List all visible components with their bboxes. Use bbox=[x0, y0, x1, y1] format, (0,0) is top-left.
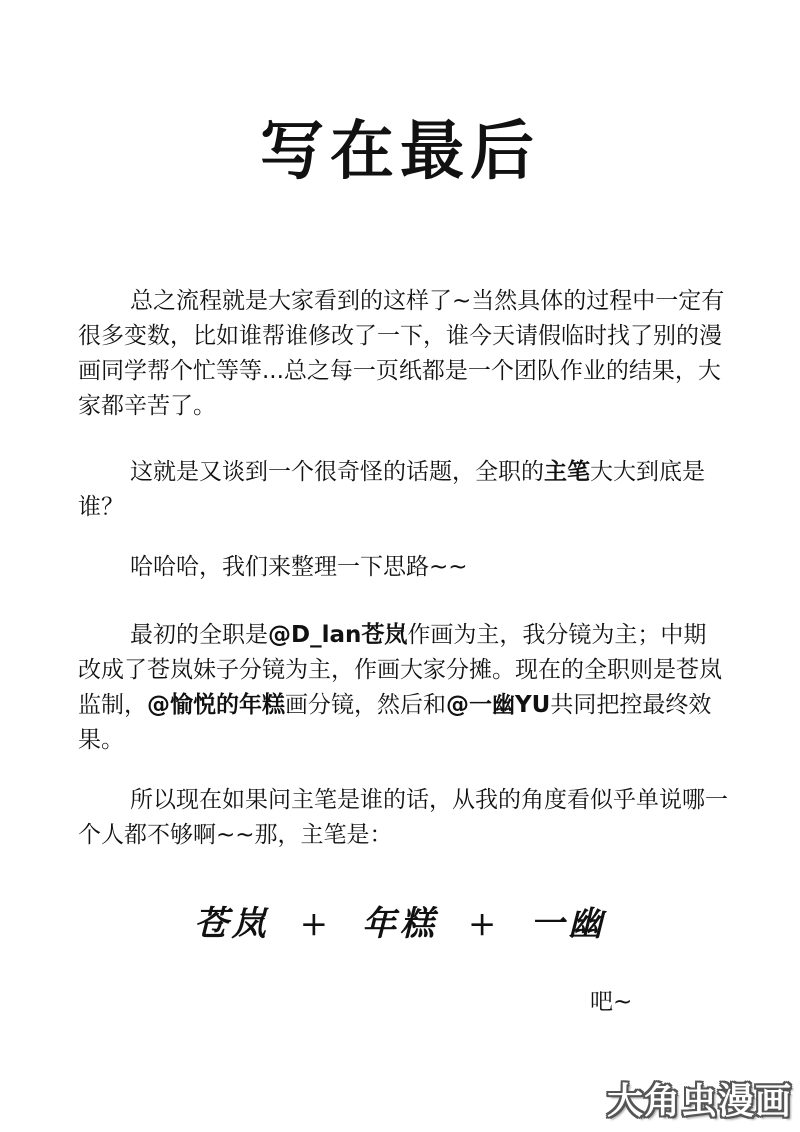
page-title: 写在最后 bbox=[260, 115, 540, 189]
plus-sign: + bbox=[299, 904, 333, 944]
signature-name: 苍岚 bbox=[193, 904, 270, 944]
paragraph-text: 总之流程就是大家看到的这样了~当然具体的过程中一定有很多变数，比如谁帮谁修改了一下，谁今天请假临时找了别的漫画同学帮个忙等等...总之每一页纸都是一个团队作业的结果，大家都辛苦了。 bbox=[78, 288, 725, 419]
signature-name: 一幽 bbox=[530, 904, 607, 944]
paragraph-5 bbox=[78, 783, 728, 853]
paragraph-text: 大大到底是谁？ bbox=[78, 459, 705, 520]
paragraph-4 bbox=[78, 618, 728, 758]
paragraph-1 bbox=[78, 284, 728, 424]
paragraph-text: 哈哈哈，我们来整理一下思路~~ bbox=[130, 554, 468, 580]
signature-name: 年糕 bbox=[362, 904, 438, 944]
paragraph-2 bbox=[78, 455, 728, 525]
signature bbox=[0, 896, 800, 945]
mention-link[interactable]: @愉悦的年糕 bbox=[147, 692, 285, 718]
watermark-logo: 大角虫漫画 bbox=[606, 1081, 792, 1122]
highlight-text: 主笔 bbox=[544, 459, 590, 485]
paragraph-text: 画分镜，然后和 bbox=[285, 692, 446, 718]
mention-link[interactable]: @D_lan苍岚 bbox=[268, 622, 408, 648]
paragraph-3 bbox=[78, 550, 728, 585]
paragraph-text: 作画为主，我分镜为主；中期改成了苍岚妹子分镜为主，作画大家分摊。现在的全职则是苍岚监制， bbox=[78, 622, 722, 718]
paragraph-text: 所以现在如果问主笔是谁的话，从我的角度看似乎单说哪一个人都不够啊~~那，主笔是： bbox=[78, 787, 728, 848]
ending-text: 吧~ bbox=[590, 989, 633, 1015]
paragraph-text: 最初的全职是 bbox=[130, 622, 268, 648]
paragraph-text: 共同把控最终效果。 bbox=[78, 692, 712, 753]
mention-link[interactable]: @一幽YU bbox=[446, 692, 551, 718]
plus-sign: + bbox=[467, 904, 501, 944]
paragraph-text: 这就是又谈到一个很奇怪的话题，全职的 bbox=[130, 459, 544, 485]
